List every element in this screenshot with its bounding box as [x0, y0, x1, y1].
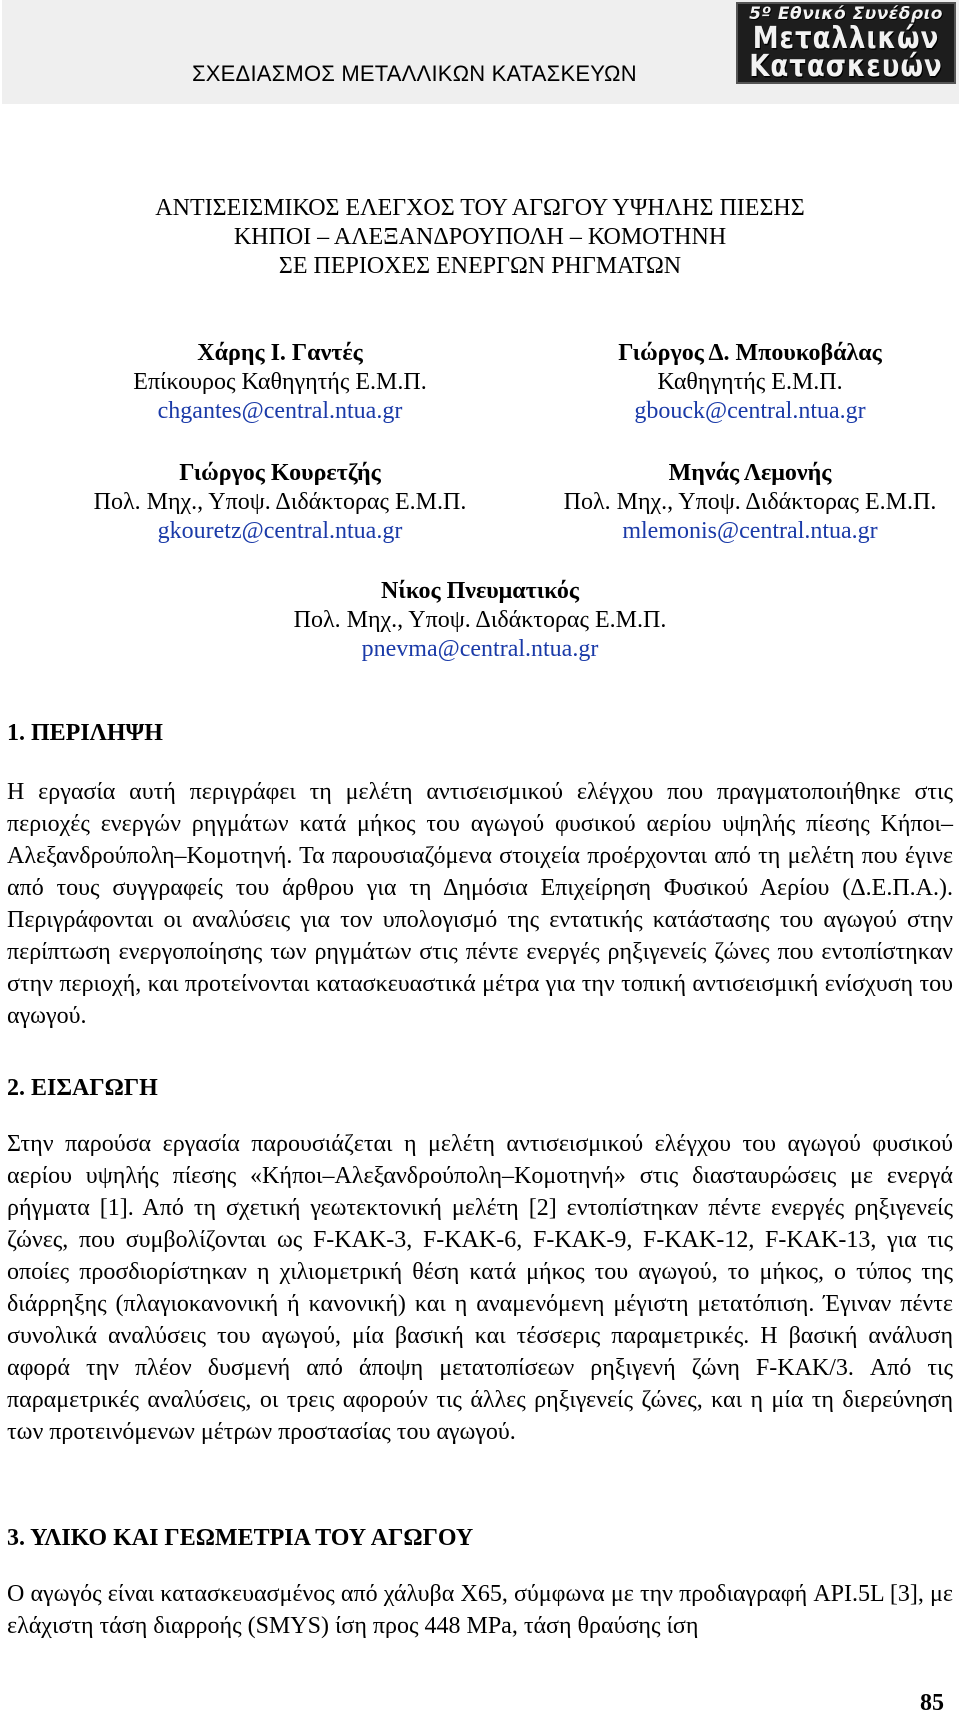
author-name: Γιώργος Κουρετζής [179, 460, 381, 486]
author-name: Γιώργος Δ. Μπουκοβάλας [618, 340, 882, 366]
paper-title [0, 194, 960, 281]
author-block [530, 339, 960, 426]
author-name: Νίκος Πνευματικός [381, 578, 579, 604]
logo-line-1: 5º Εθνικό Συνέδριο [749, 4, 943, 24]
author-position: Επίκουρος Καθηγητής Ε.Μ.Π. [133, 369, 427, 395]
author-name: Μηνάς Λεμονής [668, 460, 832, 486]
author-position: Καθηγητής Ε.Μ.Π. [657, 369, 843, 395]
author-email[interactable]: chgantes@central.ntua.gr [157, 398, 403, 424]
conference-logo [736, 2, 956, 84]
section-body: Στην παρούσα εργασία παρουσιάζεται η μελέτη αντισεισμικού ελέγχου του αγωγού φυσικού αερίου υψηλής πίεσης «Κήποι–Αλεξανδρούπολη–Κομοτηνή» στις διασταυρώσεις με ενεργά ρήγματα [1]. Από τη σχετική γεωτεκτονική μελέτη [2] εντοπίστηκαν πέντε ενεργές ρηξιγενείς ζώνες, που συμβολίζονται ως F-KAK-3, F-KAK-6, F-KAK-9, F-KAK-12, F-KAK-13, για τις οποίες προσδιορίστηκαν η χιλιομετρική θέση κατά μήκος του αγωγού, το μήκος, ο τύπος της διάρρηξης (πλαγιοκανονική ή κανονική) και η αναμενόμενη μέγιστη μετατόπιση. Έγιναν πέντε συνολικά αναλύσεις του αγωγού, μία βασική και τέσσερις παραμετρικές. Η βασική ανάλυση αφορά την πλέον δυσμενή από άποψη μετατοπίσεων ρηξιγενή ζώνη F-KAK/3. Από τις παραμετρικές αναλύσεις, οι τρεις αφορούν τις άλλες ρηξιγενείς ζώνες, και η μία τη διερεύνηση των προτεινόμενων μέτρων προστασίας του αγωγού. [7, 1131, 953, 1445]
author-email[interactable]: gbouck@central.ntua.gr [634, 398, 866, 424]
author-position: Πολ. Μηχ., Υποψ. Διδάκτορας Ε.Μ.Π. [293, 607, 667, 633]
author-email[interactable]: pnevma@central.ntua.gr [361, 636, 599, 662]
page-number: 85 [920, 1690, 944, 1716]
running-header-title: ΣΧΕΔΙΑΣΜΟΣ ΜΕΤΑΛΛΙΚΩΝ ΚΑΤΑΣΚΕΥΩΝ [192, 61, 637, 86]
logo-line-2: Μεταλλικών [752, 21, 940, 57]
author-email[interactable]: mlemonis@central.ntua.gr [622, 518, 878, 544]
author-name: Χάρης Ι. Γαντές [197, 340, 363, 366]
section-heading: 1. ΠΕΡΙΛΗΨΗ [7, 720, 163, 746]
section-body: Ο αγωγός είναι κατασκευασμένος από χάλυβα X65, σύμφωνα με την προδιαγραφή API.5L [3], με ελάχιστη τάση διαρροής (SMYS) ίση προς 448 MPa, τάση θραύσης ίση [7, 1581, 953, 1639]
author-block [80, 339, 480, 426]
author-email[interactable]: gkouretz@central.ntua.gr [157, 518, 403, 544]
logo-line-3: Κατασκευών [749, 49, 943, 84]
paper-title-line: ΣΕ ΠΕΡΙΟΧΕΣ ΕΝΕΡΓΩΝ ΡΗΓΜΑΤΩΝ [278, 253, 682, 279]
section-heading: 2. ΕΙΣΑΓΩΓΗ [7, 1075, 158, 1101]
author-position: Πολ. Μηχ., Υποψ. Διδάκτορας Ε.Μ.Π. [563, 489, 937, 515]
author-position: Πολ. Μηχ., Υποψ. Διδάκτορας Ε.Μ.Π. [93, 489, 467, 515]
paper-title-line: ΑΝΤΙΣΕΙΣΜΙΚΟΣ ΕΛΕΓΧΟΣ ΤΟΥ ΑΓΩΓΟΥ ΥΨΗΛΗΣ ΠΙΕΣΗΣ [155, 195, 805, 221]
author-block [230, 577, 730, 664]
paper-title-line: ΚΗΠΟΙ – ΑΛΕΞΑΝΔΡΟΥΠΟΛΗ – ΚΟΜΟΤΗΝΗ [233, 224, 727, 250]
author-block [80, 459, 480, 546]
section-body: Η εργασία αυτή περιγράφει τη μελέτη αντισεισμικού ελέγχου που πραγματοποιήθηκε στις περιοχές ενεργών ρηγμάτων κατά μήκος του αγωγού φυσικού αερίου υψηλής πίεσης Κήποι–Αλεξανδρούπολη–Κομοτηνή. Τα παρουσιαζόμενα στοιχεία προέρχονται από τη μελέτη που έγινε από τους συγγραφείς του άρθρου για τη Δημόσια Επιχείρηση Φυσικού Αερίου (Δ.Ε.Π.Α.). Περιγράφονται οι αναλύσεις για τον υπολογισμό της εντατικής κατάστασης του αγωγού στην περίπτωση ενεργοποίησης των ρηγμάτων στις πέντε ενεργές ρηξιγενείς ζώνες που εντοπίστηκαν στην περιοχή, και προτείνονται κατασκευαστικά μέτρα για την τοπική αντισεισμική ενίσχυση του αγωγού. [7, 779, 953, 1029]
author-block [530, 459, 960, 546]
section-heading: 3. ΥΛΙΚΟ ΚΑΙ ΓΕΩΜΕΤΡΙΑ ΤΟΥ ΑΓΩΓΟΥ [7, 1525, 474, 1551]
